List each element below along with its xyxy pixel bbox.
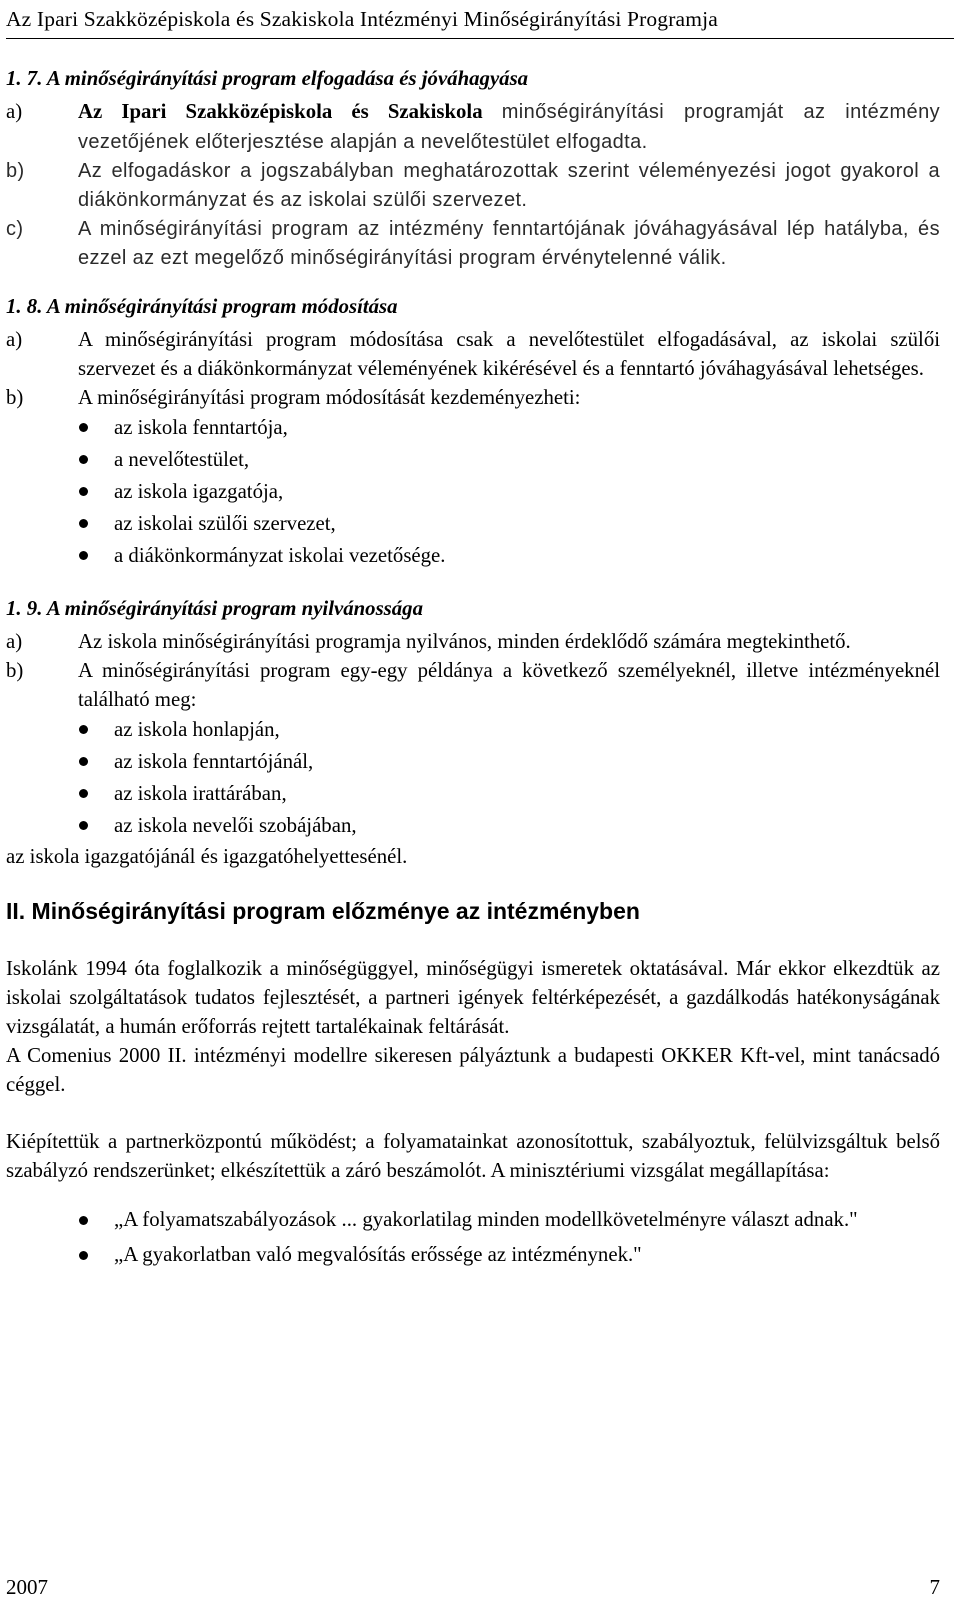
bullet-icon — [79, 821, 88, 830]
item-text: Az elfogadáskor a jogszabályban meghatározottak szerint véleményezési jogot gyakorol a diákönkormányzat és az iskolai szülői szervezet. — [78, 160, 940, 211]
bullet-icon — [79, 423, 88, 432]
item-label: b) — [6, 160, 25, 182]
bullet-icon — [79, 1251, 88, 1260]
initiators-list — [6, 412, 940, 572]
page-header: Az Ipari Szakközépiskola és Szakiskola Intézményi Minőségirányítási Programja — [6, 6, 954, 39]
section-1-7-item-c — [6, 215, 940, 273]
page-number: 7 — [929, 1575, 940, 1599]
section-1-9-item-b — [6, 656, 940, 714]
section-1-8-item-b — [6, 383, 940, 412]
bullet-icon — [79, 757, 88, 766]
bullet-icon — [79, 487, 88, 496]
paragraph: Kiépítettük a partnerközpontú működést; a folyamatainkat azonosítottuk, szabályoztuk, felülvizsgáltuk belső szabályzó rendszerünket; elkészítettük a záró beszámolót. A minisztériumi vizsgálat megállapítása: — [6, 1130, 940, 1182]
list-item: az iskola honlapján, — [6, 714, 940, 746]
bullet-icon — [79, 455, 88, 464]
item-label: b) — [6, 386, 24, 409]
list-item: az iskola fenntartójánál, — [6, 746, 940, 778]
bullet-icon — [79, 789, 88, 798]
list-item: a diákönkormányzat iskolai vezetősége. — [6, 540, 940, 572]
list-item: az iskola igazgatója, — [6, 476, 940, 508]
locations-list — [6, 714, 940, 842]
item-label: c) — [6, 218, 24, 240]
item-text: A minőségirányítási program egy-egy példánya a következő személyeknél, illetve intézményeknél található meg: — [78, 659, 940, 711]
section-1-8-title: 1. 8. A minőségirányítási program módosítása — [6, 295, 398, 318]
paragraph: A Comenius 2000 II. intézményi modellre sikeresen pályáztunk a budapesti OKKER Kft-vel, mint tanácsadó céggel. — [6, 1044, 940, 1096]
bullet-icon — [79, 725, 88, 734]
paragraph: Iskolánk 1994 óta foglalkozik a minőségüggyel, minőségügyi ismeretek oktatásával. Már ekkor elkezdtük az iskolai szolgáltatások tudatos fejlesztését, a partneri igények feltérképezését, a gazdálkodás hatékonyságának vizsgálatát, a humán erőforrás rejtett tartalékainak feltárását. — [6, 957, 940, 1038]
item-label: a) — [6, 630, 23, 653]
item-text: A minőségirányítási program módosítása csak a nevelőtestület elfogadásával, az iskolai szülői szervezet és a diákönkormányzat véleményének kikérésével és a fenntartó jóváhagyásával lehetséges. — [78, 328, 940, 380]
list-item: az iskola fenntartója, — [6, 412, 940, 444]
section-2-title: II. Minőségirányítási program előzménye az intézményben — [6, 898, 640, 924]
section-1-7-item-b — [6, 157, 940, 215]
item-label: a) — [6, 100, 23, 123]
section-1-9-item-a — [6, 627, 940, 656]
footer-year: 2007 — [6, 1575, 48, 1599]
list-item: a nevelőtestület, — [6, 444, 940, 476]
item-label: a) — [6, 328, 23, 351]
section-1-9-title: 1. 9. A minőségirányítási program nyilvánossága — [6, 597, 423, 620]
school-name: Az Ipari Szakközépiskola és Szakiskola — [78, 100, 483, 123]
list-item: az iskolai szülői szervezet, — [6, 508, 940, 540]
section-1-8-item-a — [6, 325, 940, 383]
item-text: A minőségirányítási program az intézmény fenntartójának jóváhagyásával lép hatályba, és ezzel az ezt megelőző minőségirányítási program érvénytelenné válik. — [78, 218, 940, 269]
trailing-line: az iskola igazgatójánál és igazgatóhelyettesénél. — [6, 845, 408, 868]
page-footer — [6, 1575, 940, 1600]
section-1-7-item-a — [6, 97, 940, 157]
section-1-7-title: 1. 7. A minőségirányítási program elfogadása és jóváhagyása — [6, 67, 529, 90]
item-text: minőségirányítási programját az intézmény vezetőjének előterjesztése alapján a nevelőtestület elfogadta. — [78, 101, 940, 153]
bullet-icon — [79, 551, 88, 560]
list-item: az iskola irattárában, — [6, 778, 940, 810]
document-body — [6, 64, 940, 1269]
list-item: „A gyakorlatban való megvalósítás erőssége az intézménynek." — [6, 1240, 940, 1269]
list-item: „A folyamatszabályozások ... gyakorlatilag minden modellkövetelményre választ adnak." — [6, 1205, 940, 1234]
bullet-icon — [79, 519, 88, 528]
item-label: b) — [6, 659, 24, 682]
quotes-list — [6, 1205, 940, 1269]
bullet-icon — [79, 1216, 88, 1225]
item-text: A minőségirányítási program módosítását kezdeményezheti: — [78, 386, 581, 409]
item-text: Az iskola minőségirányítási programja nyilvános, minden érdeklődő számára megtekinthető. — [78, 630, 851, 653]
list-item: az iskola nevelői szobájában, — [6, 810, 940, 842]
